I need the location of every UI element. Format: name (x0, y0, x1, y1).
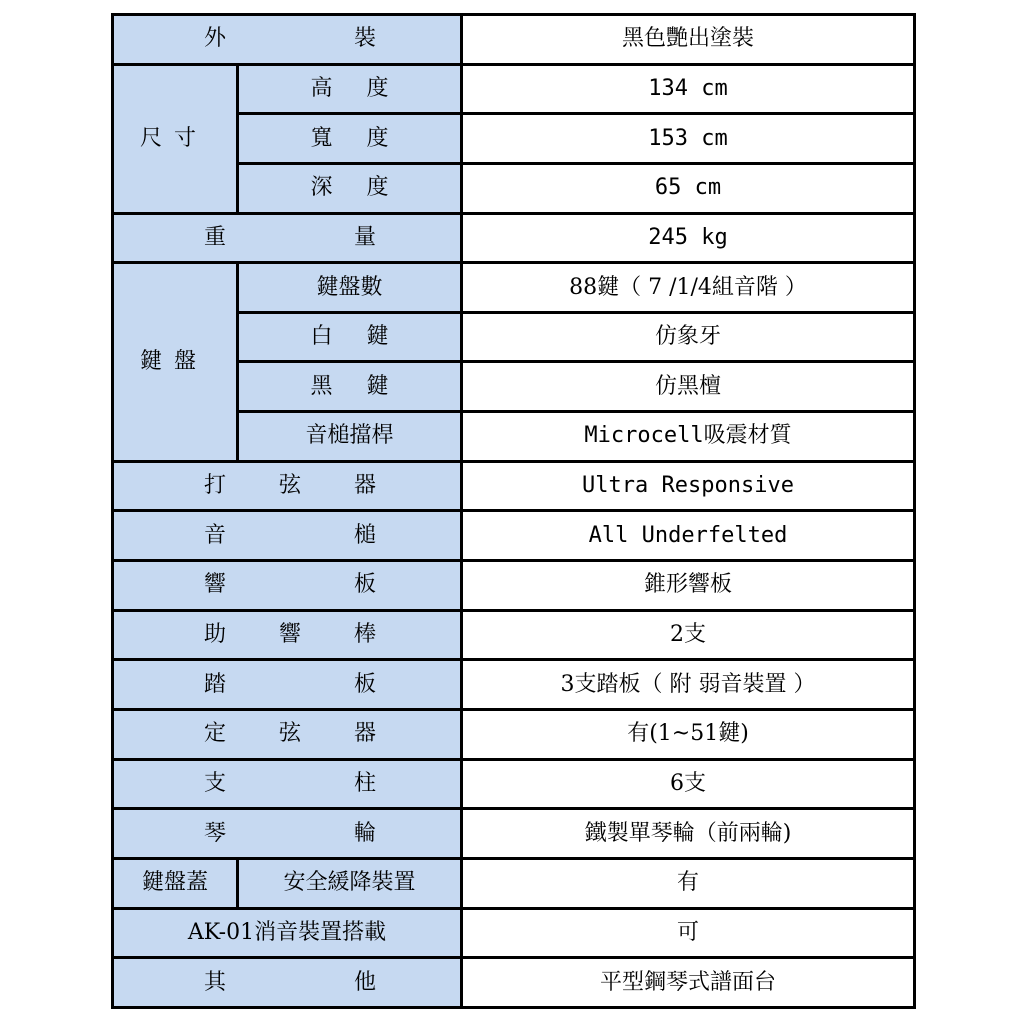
value-cell: 65 cm (462, 163, 915, 213)
label-cell (113, 958, 462, 1008)
label-char: 器 (353, 721, 376, 747)
sub-label-cell: 音槌擋桿 (238, 412, 462, 462)
row-ribs (113, 610, 915, 660)
label-char: 白 (310, 324, 333, 350)
label-char: 其 (204, 969, 227, 995)
label-char: 器 (353, 473, 376, 499)
value-cell: Ultra Responsive (462, 461, 915, 511)
label-cell (113, 709, 462, 759)
label-char: 棒 (353, 622, 376, 647)
row-weight (113, 213, 915, 263)
label-char: 外 (204, 26, 227, 52)
row-hammers (113, 511, 915, 561)
value-cell: 仿黑檀 (462, 362, 915, 412)
label-char: 度 (366, 175, 389, 201)
label-char: 度 (366, 75, 389, 101)
value-cell: 可 (462, 908, 915, 958)
label-char: 高 (310, 75, 333, 101)
value-cell: 仿象牙 (462, 312, 915, 362)
label-char: 槌 (353, 522, 376, 548)
label-char: 重 (204, 224, 227, 250)
value-cell: 2支 (462, 610, 915, 660)
value-cell: 錐形響板 (462, 561, 915, 611)
label-cell (113, 461, 462, 511)
sub-label-cell (238, 64, 462, 114)
label-char: 響 (204, 572, 227, 598)
label-char: 打 (204, 473, 227, 499)
value-cell: 有(1~51鍵) (462, 709, 915, 759)
row-casters (113, 809, 915, 859)
label-char: 鍵 (140, 348, 163, 374)
sub-label-cell (238, 362, 462, 412)
label-char: 盤 (173, 348, 196, 374)
label-cell (113, 561, 462, 611)
label-char: 弦 (278, 721, 301, 747)
label-char: 鍵 (366, 373, 389, 399)
label-char: 柱 (353, 770, 376, 796)
value-cell: 鐵製單琴輪（前兩輪) (462, 809, 915, 859)
row-other (113, 958, 915, 1008)
value-cell: 平型鋼琴式譜面台 (462, 958, 915, 1008)
label-cell (113, 759, 462, 809)
value-cell: 6支 (462, 759, 915, 809)
spec-table (111, 13, 916, 1009)
label-char: 輪 (353, 820, 376, 846)
sub-label-cell (238, 312, 462, 362)
label-char: 鍵 (366, 324, 389, 350)
label-char: 音 (204, 522, 227, 548)
label-char: 度 (366, 125, 389, 151)
row-height (113, 64, 915, 114)
sub-label-cell (238, 114, 462, 164)
value-cell: 153 cm (462, 114, 915, 164)
sub-label-cell: 鍵盤數 (238, 263, 462, 313)
value-cell: 245 kg (462, 213, 915, 263)
label-char: 裝 (353, 26, 376, 52)
label-cell (113, 660, 462, 710)
label-char: 支 (204, 770, 227, 796)
value-cell: All Underfelted (462, 511, 915, 561)
label-cell: 鍵盤蓋 (113, 858, 238, 908)
label-char: 量 (353, 224, 376, 250)
sub-label-cell: 安全緩降裝置 (238, 858, 462, 908)
label-char: 踏 (204, 671, 227, 697)
row-fallboard (113, 858, 915, 908)
label-char: 響 (278, 622, 301, 647)
row-soundboard (113, 561, 915, 611)
group-label-dimensions (113, 64, 238, 213)
row-pedals (113, 660, 915, 710)
label-char: 琴 (204, 820, 227, 846)
label-char: 板 (353, 671, 376, 697)
value-cell: 有 (462, 858, 915, 908)
label-char: 弦 (278, 473, 301, 499)
label-char: 寸 (173, 125, 196, 151)
label-cell (113, 511, 462, 561)
label-char: 黑 (310, 373, 333, 399)
row-legs (113, 759, 915, 809)
label-char: 定 (204, 721, 227, 747)
label-char: 助 (204, 622, 227, 647)
label-cell: AK-01消音裝置搭載 (113, 908, 462, 958)
label-char: 尺 (140, 125, 163, 151)
row-key-count (113, 263, 915, 313)
label-cell (113, 809, 462, 859)
label-char: 他 (353, 969, 376, 995)
row-silent (113, 908, 915, 958)
row-exterior (113, 15, 915, 65)
label-cell (113, 213, 462, 263)
label-char: 板 (353, 572, 376, 598)
value-cell: 3支踏板（ 附 弱音裝置 ） (462, 660, 915, 710)
row-tuning-pins (113, 709, 915, 759)
label-cell (113, 15, 462, 65)
label-char: 深 (310, 175, 333, 201)
sub-label-cell (238, 163, 462, 213)
label-char: 寬 (310, 125, 333, 151)
label-cell (113, 610, 462, 660)
value-cell: 黑色艷出塗裝 (462, 15, 915, 65)
value-cell: 134 cm (462, 64, 915, 114)
value-cell: 88鍵（ 7 /1/4組音階 ） (462, 263, 915, 313)
group-label-keyboard (113, 263, 238, 462)
value-cell: Microcell吸震材質 (462, 412, 915, 462)
row-action (113, 461, 915, 511)
